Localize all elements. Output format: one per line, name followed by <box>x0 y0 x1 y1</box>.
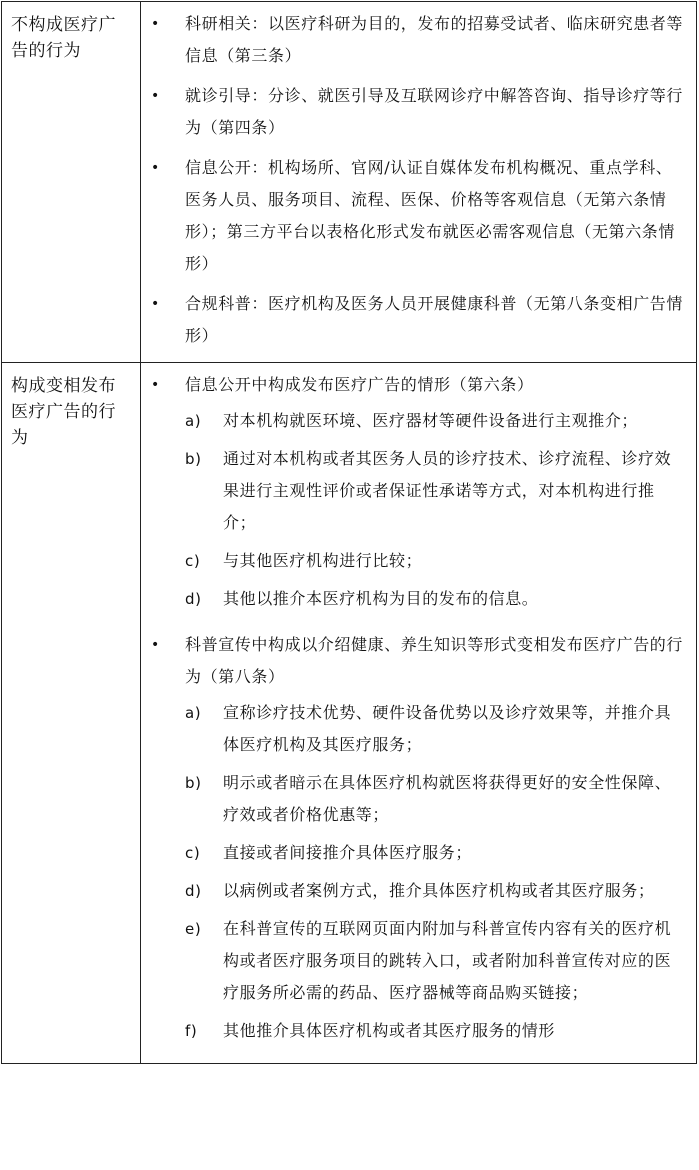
sub-item-text: 直接或者间接推介具体医疗服务； <box>223 843 473 862</box>
sub-item-text: 通过对本机构或者其医务人员的诊疗技术、诊疗流程、诊疗效果进行主观性评价或者保证性承诺等方式，对本机构进行推介； <box>223 449 672 532</box>
sub-item <box>185 913 686 1009</box>
list-item-text: 科普宣传中构成以介绍健康、养生知识等形式变相发布医疗广告的行为（第八条） <box>185 635 684 686</box>
sub-item-marker: b) <box>185 450 202 468</box>
category-label: 构成变相发布医疗广告的行为 <box>11 376 116 448</box>
sub-item <box>185 767 686 831</box>
sub-item <box>185 875 686 907</box>
sub-item <box>185 443 686 539</box>
sub-item-text: 明示或者暗示在具体医疗机构就医将获得更好的安全性保障、疗效或者价格优惠等； <box>223 773 672 824</box>
list-item-text: 信息公开：机构场所、官网/认证自媒体发布机构概况、重点学科、医务人员、服务项目、流程、医保、价格等客观信息（无第六条情形）；第三方平台以表格化形式发布就医必需客观信息（无第六条情形） <box>185 158 676 273</box>
sub-item-marker: a) <box>185 412 202 430</box>
sub-item-text: 以病例或者案例方式，推介具体医疗机构或者其医疗服务； <box>223 881 655 900</box>
sub-item-marker: d) <box>185 882 202 900</box>
sub-item-text: 对本机构就医环境、医疗器材等硬件设备进行主观推介； <box>223 411 639 430</box>
list-item-text: 合规科普：医疗机构及医务人员开展健康科普（无第八条变相广告情形） <box>185 294 684 345</box>
sub-item <box>185 405 686 437</box>
items-cell <box>141 363 697 1064</box>
table-row <box>2 363 697 1064</box>
list-item <box>141 369 686 621</box>
sub-item-marker: a) <box>185 704 202 722</box>
category-label: 不构成医疗广告的行为 <box>11 15 116 61</box>
rules-table <box>1 1 697 1064</box>
bullet-icon: • <box>151 296 160 312</box>
bullet-icon: • <box>151 16 160 32</box>
sub-item-marker: e) <box>185 920 202 938</box>
category-cell <box>2 363 141 1064</box>
sub-item <box>185 837 686 869</box>
list-item <box>141 152 686 280</box>
sub-item-marker: c) <box>185 844 201 862</box>
sub-item <box>185 583 686 615</box>
list-item <box>141 8 686 72</box>
sub-list <box>185 697 686 1047</box>
sub-item <box>185 545 686 577</box>
list-item <box>141 80 686 144</box>
list-item-text: 科研相关：以医疗科研为目的，发布的招募受试者、临床研究患者等信息（第三条） <box>185 14 684 65</box>
bullet-icon: • <box>151 88 160 104</box>
items-cell <box>141 2 697 363</box>
table-row <box>2 2 697 363</box>
sub-item-text: 宣称诊疗技术优势、硬件设备优势以及诊疗效果等，并推介具体医疗机构及其医疗服务； <box>223 703 672 754</box>
sub-item-text: 在科普宣传的互联网页面内附加与科普宣传内容有关的医疗机构或者医疗服务项目的跳转入口，或者附加科普宣传对应的医疗服务所必需的药品、医疗器械等商品购买链接； <box>223 919 672 1002</box>
sub-item-marker: f) <box>185 1022 198 1040</box>
sub-item-marker: c) <box>185 552 201 570</box>
bullet-icon: • <box>151 377 160 393</box>
sub-item-marker: d) <box>185 590 202 608</box>
sub-item-text: 与其他医疗机构进行比较； <box>223 551 423 570</box>
sub-item-text: 其他以推介本医疗机构为目的发布的信息。 <box>223 589 539 608</box>
list-item-text: 信息公开中构成发布医疗广告的情形（第六条） <box>185 375 534 394</box>
sub-list <box>185 405 686 615</box>
list-item-text: 就诊引导：分诊、就医引导及互联网诊疗中解答咨询、指导诊疗等行为（第四条） <box>185 86 684 137</box>
sub-item <box>185 697 686 761</box>
list-item <box>141 629 686 1053</box>
sub-item-text: 其他推介具体医疗机构或者其医疗服务的情形 <box>223 1021 556 1040</box>
bullet-icon: • <box>151 637 160 653</box>
sub-item <box>185 1015 686 1047</box>
list-item <box>141 288 686 352</box>
category-cell <box>2 2 141 363</box>
bullet-icon: • <box>151 160 160 176</box>
sub-item-marker: b) <box>185 774 202 792</box>
